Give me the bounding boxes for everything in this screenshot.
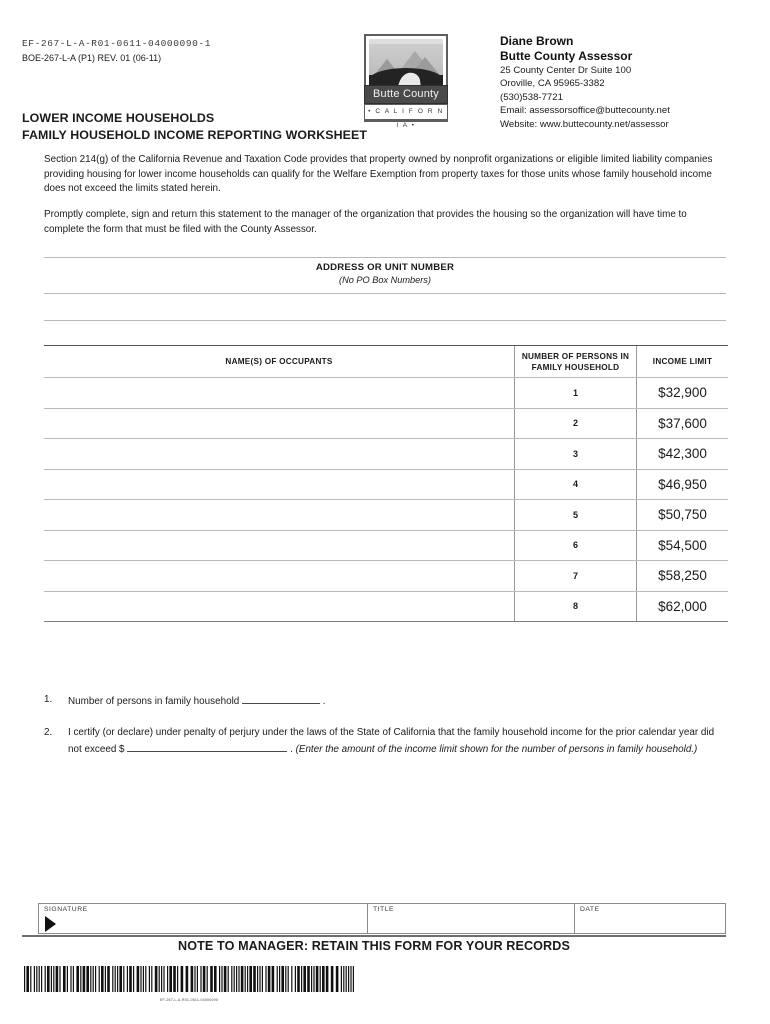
income-limit-cell: $46,950 <box>637 469 729 500</box>
persons-count-cell: 6 <box>515 530 637 561</box>
occupants-input-cell[interactable] <box>44 439 515 470</box>
note-divider <box>22 935 726 937</box>
persons-count-cell: 1 <box>515 378 637 409</box>
address-rule-bottom <box>44 320 726 321</box>
item-1-period: . <box>322 696 326 707</box>
item-1 <box>44 692 726 709</box>
assessor-email: Email: assessorsoffice@buttecounty.net <box>500 105 670 117</box>
income-limit-cell: $62,000 <box>637 591 729 622</box>
signature-arrow-icon <box>45 916 56 932</box>
persons-count-cell: 2 <box>515 408 637 439</box>
income-limit-cell: $54,500 <box>637 530 729 561</box>
income-limit-cell: $42,300 <box>637 439 729 470</box>
assessor-city: Oroville, CA 95965-3382 <box>500 78 605 90</box>
barcode-block <box>24 966 354 1002</box>
occupants-input-cell[interactable] <box>44 500 515 531</box>
assessor-phone: (530)538-7721 <box>500 91 563 103</box>
logo-state-label: • C A L I F O R N I A • <box>364 104 448 120</box>
intro-paragraph-2: Promptly complete, sign and return this statement to the manager of the organization that provides the housing so the organization will have time to complete the form that must be filed with the County Assessor. <box>44 209 687 235</box>
address-subheading-text: (No PO Box Numbers) <box>339 275 431 285</box>
page-title-line-2: FAMILY HOUSEHOLD INCOME REPORTING WORKSHEET <box>22 128 368 142</box>
page-title-line-1: LOWER INCOME HOUSEHOLDS <box>22 111 215 125</box>
persons-count-cell: 5 <box>515 500 637 531</box>
title-field[interactable] <box>367 904 574 933</box>
logo-sky-band <box>369 39 443 44</box>
persons-count-cell: 4 <box>515 469 637 500</box>
table-row <box>44 591 728 622</box>
income-limit-cell: $37,600 <box>637 408 729 439</box>
occupants-input-cell[interactable] <box>44 378 515 409</box>
persons-count-cell: 3 <box>515 439 637 470</box>
form-code-block <box>22 38 211 63</box>
barcode-caption: EF-267-L-A-R01-0611-04000090 <box>159 998 219 1002</box>
form-code-mono: EF-267-L-A-R01-0611-04000090-1 <box>22 38 212 49</box>
column-header-persons-line1: NUMBER OF PERSONS IN <box>521 351 630 361</box>
item-2-period: . <box>290 744 293 755</box>
title-label: TITLE <box>373 906 395 913</box>
item-2-italic-note: (Enter the amount of the income limit shown for the number of persons in family household.) <box>295 744 698 755</box>
persons-count-cell: 8 <box>515 591 637 622</box>
page-title <box>22 110 367 144</box>
table-row <box>44 378 728 409</box>
address-rule-middle <box>44 293 726 294</box>
date-label: DATE <box>580 906 600 913</box>
income-limit-table <box>44 345 728 622</box>
table-row <box>44 500 728 531</box>
occupants-input-cell[interactable] <box>44 408 515 439</box>
assessor-name: Diane Brown <box>500 34 574 48</box>
assessor-contact-block <box>500 34 670 131</box>
column-header-income-limit: INCOME LIMIT <box>637 346 729 378</box>
address-rule-top <box>44 257 726 258</box>
butte-county-seal-logo <box>364 34 448 129</box>
persons-count-cell: 7 <box>515 561 637 592</box>
income-limit-cell: $50,750 <box>637 500 729 531</box>
signature-field[interactable] <box>39 904 367 933</box>
table-row <box>44 469 728 500</box>
table-row <box>44 561 728 592</box>
item-2-number: 2. <box>44 727 53 738</box>
item-1-number: 1. <box>44 694 53 705</box>
occupants-input-cell[interactable] <box>44 591 515 622</box>
column-header-occupants: NAME(S) OF OCCUPANTS <box>44 346 515 378</box>
item-2-text: I certify (or declare) under penalty of perjury under the laws of the State of California that the family household income for the prior calendar year did not exceed $ <box>68 727 715 755</box>
income-limit-cell: $58,250 <box>637 561 729 592</box>
barcode-image <box>24 966 354 992</box>
income-limit-cell: $32,900 <box>637 378 729 409</box>
address-section-heading <box>44 262 726 285</box>
table-header-row <box>44 346 728 378</box>
occupants-input-cell[interactable] <box>44 561 515 592</box>
assessor-street: 25 County Center Dr Suite 100 <box>500 65 632 76</box>
assessor-role: Butte County Assessor <box>500 49 633 63</box>
occupants-input-cell[interactable] <box>44 530 515 561</box>
persons-count-field[interactable] <box>242 692 320 704</box>
column-header-persons-line2: FAMILY HOUSEHOLD <box>531 362 620 372</box>
column-header-persons <box>515 346 637 378</box>
table-row <box>44 408 728 439</box>
item-2 <box>44 725 726 757</box>
assessor-website: Website: www.buttecounty.net/assessor <box>500 118 669 130</box>
occupants-input-cell[interactable] <box>44 469 515 500</box>
form-code-revision: BOE-267-L-A (P1) REV. 01 (06-11) <box>22 53 162 63</box>
item-1-text: Number of persons in family household <box>68 696 240 707</box>
address-heading-text: ADDRESS OR UNIT NUMBER <box>315 262 455 273</box>
manager-note: NOTE TO MANAGER: RETAIN THIS FORM FOR YOUR RECORDS <box>178 939 570 953</box>
date-field[interactable] <box>574 904 727 933</box>
income-amount-field[interactable] <box>127 740 287 752</box>
intro-paragraph-1: Section 214(g) of the California Revenue and Taxation Code provides that property owned by nonprofit organizations or eligible limited liability companies providing housing for lower income households can qualify for the Welfare Exemption from property taxes for those units whose family household income does not exceed the limits stated herein. <box>44 154 713 195</box>
certification-items <box>44 692 726 773</box>
table-row <box>44 530 728 561</box>
signature-block <box>38 903 726 934</box>
signature-label: SIGNATURE <box>44 906 88 913</box>
table-row <box>44 439 728 470</box>
logo-banner-label: Butte County <box>364 85 448 104</box>
